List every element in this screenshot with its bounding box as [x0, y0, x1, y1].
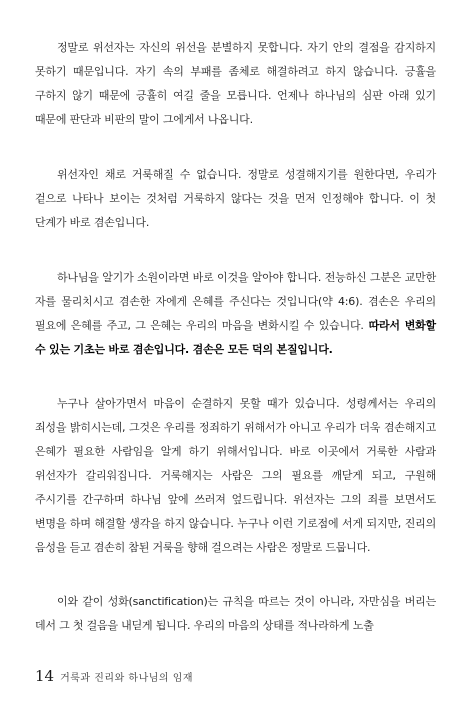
paragraph-2-text: 위선자인 채로 거룩해질 수 없습니다. 정말로 성결해지기를 원한다면, 우리가 겉으로 나타나 보이는 것처럼 거룩하지 않다는 것을 먼저 인정해야 합니다. 이 첫 단계가 바로 겸손입니다. [35, 168, 436, 229]
page-footer [35, 667, 193, 689]
paragraph-3-text: 하나님을 알기가 소원이라면 바로 이것을 알아야 합니다. 전능하신 그분은 교만한 자를 물리치시고 겸손한 자에게 은혜를 주신다는 것입니다(약 4:6). 겸손은 우리의 필요에 은혜를 주고, 그 은혜는 우리의 마음을 변화시킬 수 있습니다. [35, 271, 436, 332]
paragraph-2 [35, 163, 436, 235]
paragraph-4-text: 누구나 살아가면서 마음이 순결하지 못할 때가 있습니다. 성령께서는 우리의 죄성을 밝히시는데, 그것은 우리를 정죄하기 위해서가 아니고 우리가 더욱 겸손해지고 은혜가 필요한 사람임을 알게 하기 위해서입니다. 바로 이곳에서 거룩한 사람과 위선자가 갈리워집니다. 거룩해지는 사람은 그의 필요를 깨닫게 되고, 구원해 주시기를 간구하며 하나님 앞에 쓰러져 엎드립니다. 위선자는 그의 죄를 보면서도 변명을 하며 해결할 생각을 하지 않습니다. 누구나 이런 기로점에 서게 되지만, 진리의 음성을 듣고 겸손히 참된 거룩을 향해 걸으려는 사람은 정말로 드뭅니다. [35, 397, 436, 554]
paragraph-1 [35, 36, 436, 132]
paragraph-1-text: 정말로 위선자는 자신의 위선을 분별하지 못합니다. 자기 안의 결점을 감지하지 못하기 때문입니다. 자기 속의 부패를 좀체로 해결하려고 하지 않습니다. 긍휼을 구하지 않기 때문에 긍휼히 여길 줄을 모릅니다. 언제나 하나님의 심판 아래 있기 때문에 판단과 비판의 말이 그에게서 나옵니다. [35, 41, 436, 126]
paragraph-3-emphasis: 따라서 변화할 수 있는 기초는 바로 겸손입니다. 겸손은 모든 덕의 본질입니다. [35, 319, 436, 356]
running-title: 거룩과 진리와 하나님의 임재 [60, 673, 194, 684]
paragraph-4 [35, 392, 436, 560]
paragraph-3 [35, 266, 436, 362]
paragraph-5-text: 이와 같이 성화(sanctification)는 규칙을 따르는 것이 아니라, 자만심을 버리는 데서 그 첫 걸음을 내딛게 됩니다. 우리의 마음의 상태를 적나라하게 노출 [35, 595, 436, 632]
page-number: 14 [35, 667, 55, 685]
paragraph-5 [35, 590, 436, 638]
page-body-text [35, 36, 436, 638]
